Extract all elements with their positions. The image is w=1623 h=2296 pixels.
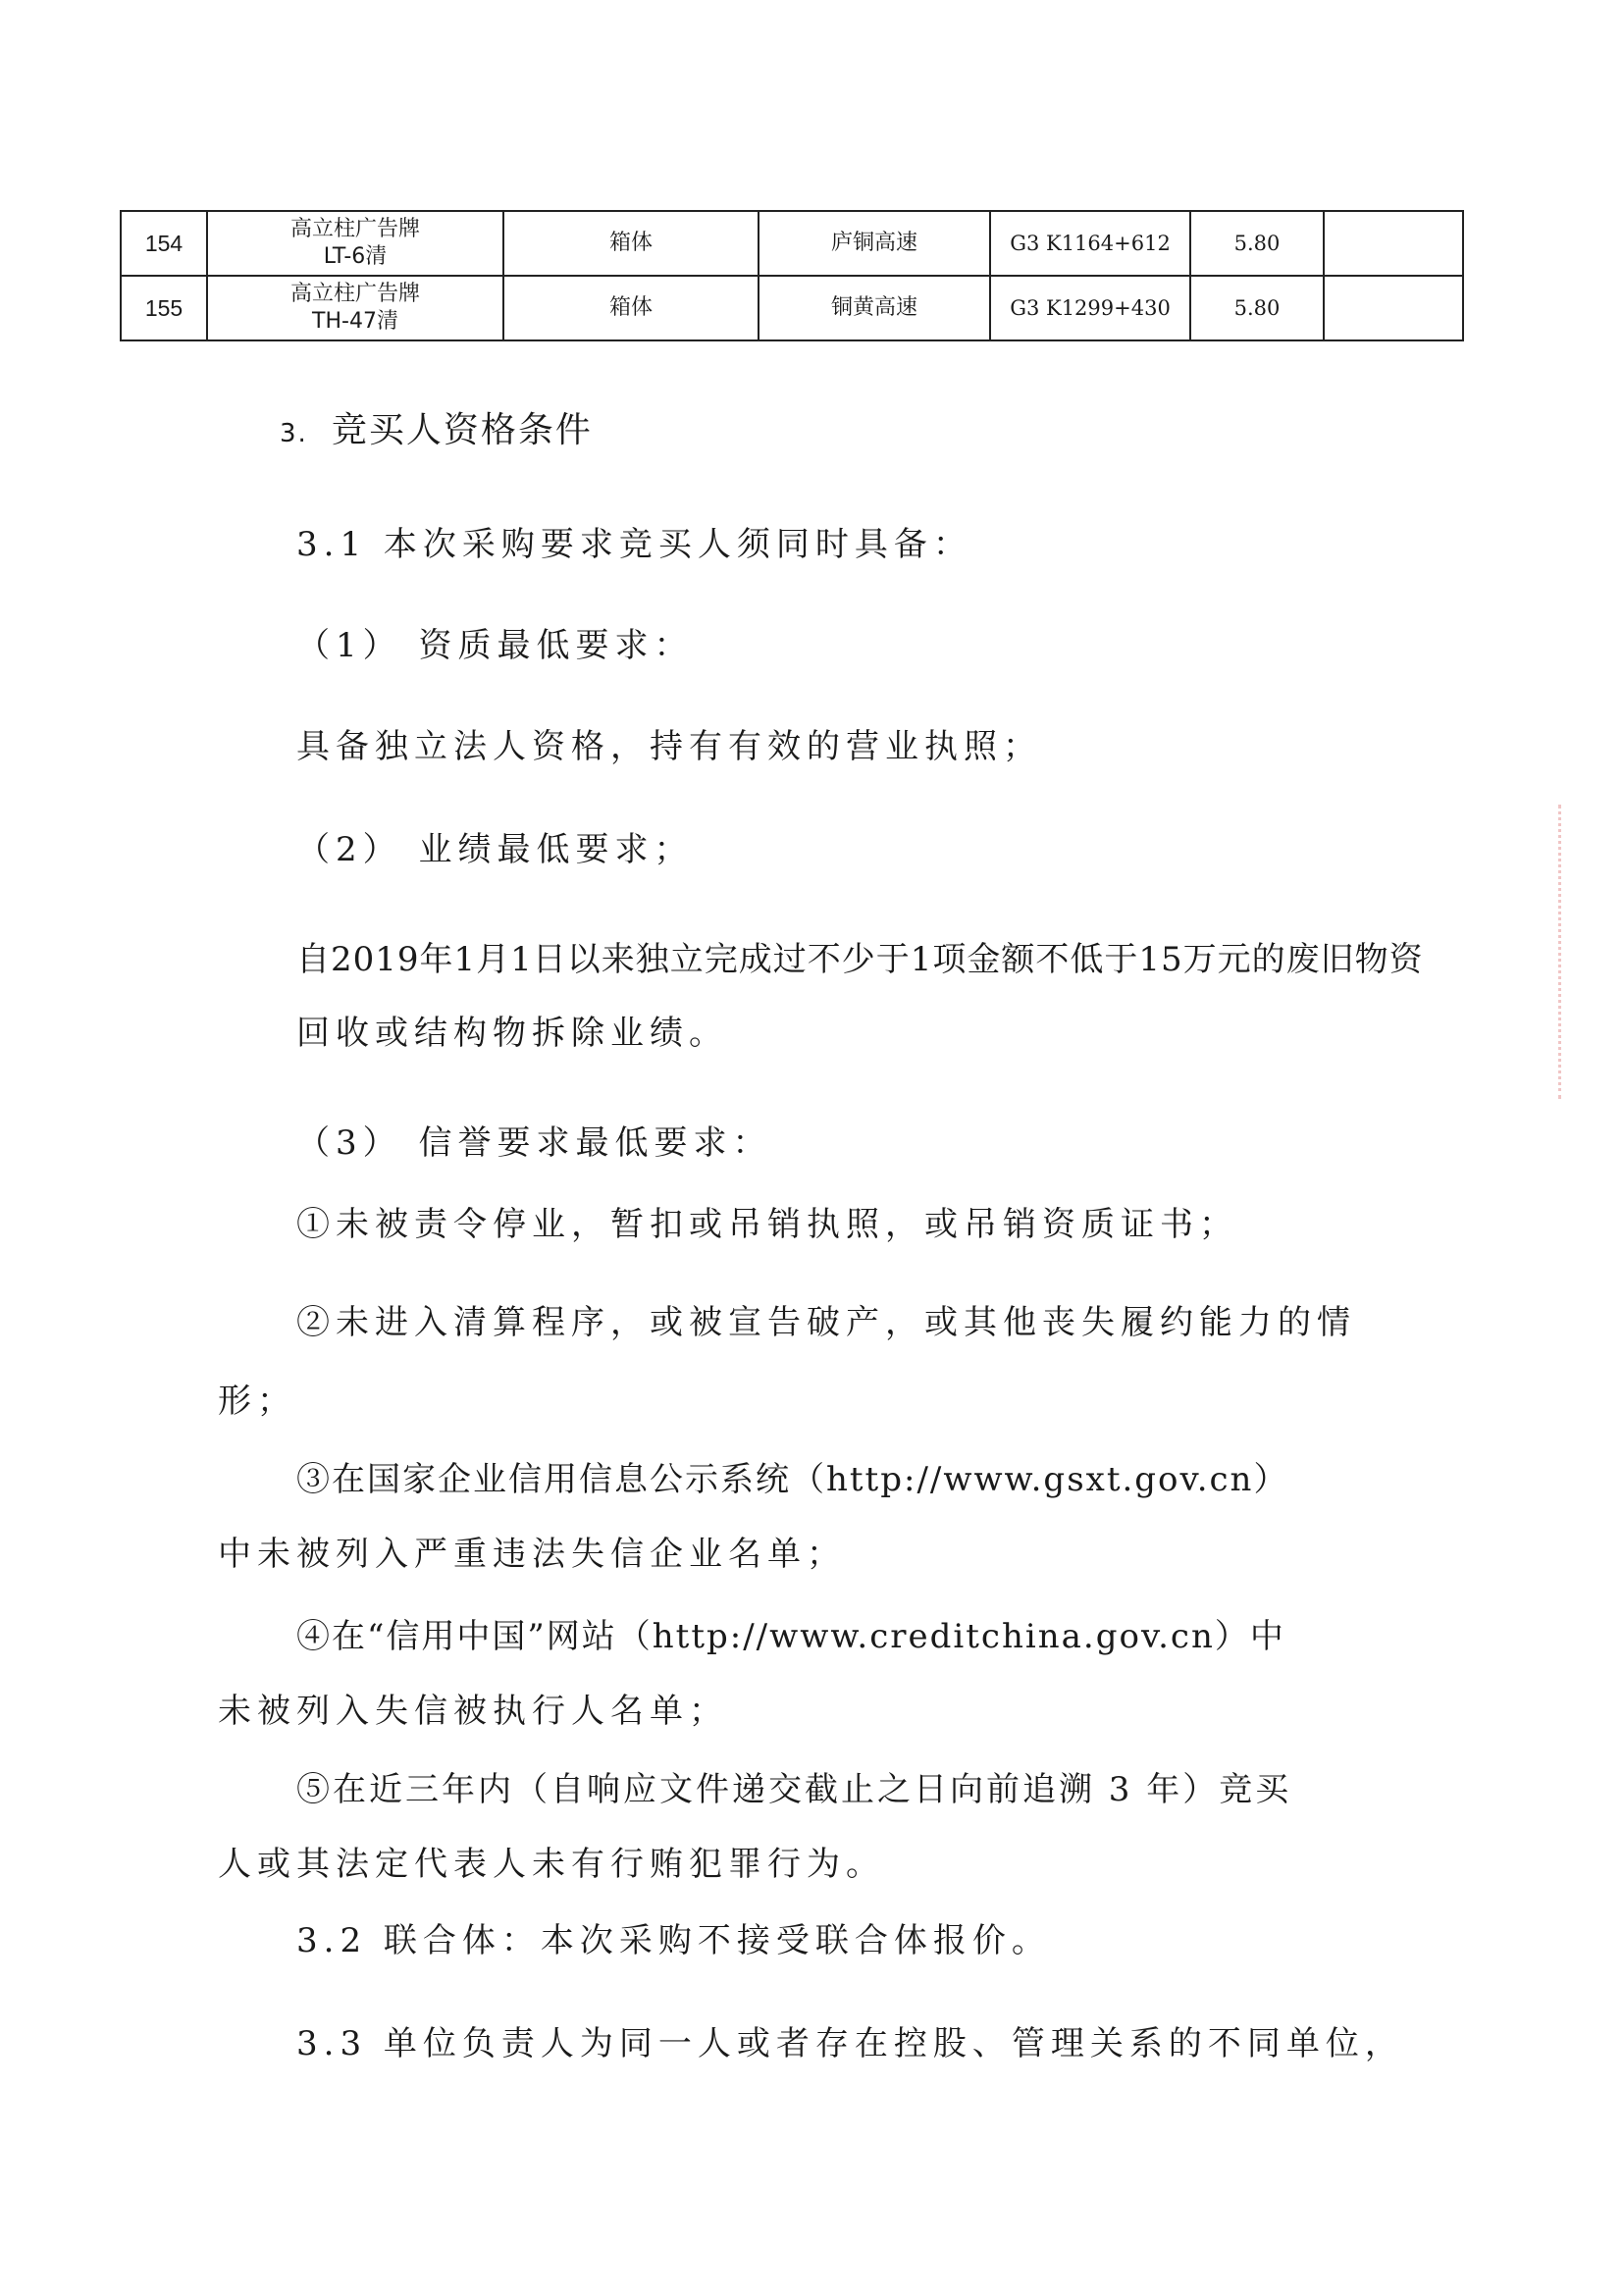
item-3-heading: （3） 信誉要求最低要求：: [296, 1123, 772, 1163]
row-number: 155: [121, 276, 207, 340]
asset-name-line1: 高立柱广告牌: [289, 217, 420, 241]
item-1-heading: （1） 资质最低要求：: [296, 626, 694, 665]
item-2-heading: （2） 业绩最低要求；: [296, 830, 694, 869]
item-3-point-2-line1: ②未进入清算程序，或被宣告破产，或其他丧失履约能力的情: [296, 1303, 1356, 1342]
asset-note: [1324, 211, 1463, 276]
item-2-text-line2: 回收或结构物拆除业绩。: [296, 1014, 728, 1053]
asset-note: [1324, 276, 1463, 340]
item-3-point-5-line2: 人或其法定代表人未有行贿犯罪行为。: [218, 1845, 885, 1884]
paragraph-3-2: 3.2 联合体：本次采购不接受联合体报价。: [296, 1921, 1051, 1960]
asset-value: 5.80: [1190, 211, 1324, 276]
section-title: 竞买人资格条件: [331, 410, 593, 450]
asset-table: [120, 210, 1464, 341]
asset-stake: G3 K1164+612: [990, 211, 1190, 276]
asset-road: 铜黄高速: [759, 276, 990, 340]
item-1-text: 具备独立法人资格，持有有效的营业执照；: [296, 727, 1042, 766]
item-3-point-2-line2: 形；: [218, 1382, 296, 1421]
row-number: 154: [121, 211, 207, 276]
section-heading: [280, 402, 593, 452]
asset-name-line2: LT-6清: [323, 244, 388, 269]
item-3-point-5-line1: ⑤在近三年内（自响应文件递交截止之日向前追溯 3 年）竞买: [296, 1770, 1292, 1809]
table-row: [121, 276, 1463, 340]
item-2-text-line1: 自2019年1月1日以来独立完成过不少于1项金额不低于15万元的废旧物资: [296, 940, 1424, 979]
paragraph-3-1: 3.1 本次采购要求竞买人须同时具备：: [296, 525, 972, 564]
asset-stake: G3 K1299+430: [990, 276, 1190, 340]
asset-road: 庐铜高速: [759, 211, 990, 276]
asset-name: [207, 211, 503, 276]
table-row: [121, 211, 1463, 276]
asset-type: 箱体: [503, 276, 759, 340]
asset-name-line2: TH-47清: [312, 309, 398, 334]
asset-value: 5.80: [1190, 276, 1324, 340]
item-3-point-4-line1: ④在“信用中国”网站（http://www.creditchina.gov.cn）中: [296, 1617, 1285, 1656]
seal-stamp-fragment: [1558, 805, 1623, 1099]
paragraph-3-3: 3.3 单位负责人为同一人或者存在控股、管理关系的不同单位，: [296, 2024, 1404, 2063]
asset-type: 箱体: [503, 211, 759, 276]
section-number: 3.: [280, 419, 308, 448]
item-3-point-3-line2: 中未被列入严重违法失信企业名单；: [218, 1535, 846, 1574]
asset-name-line1: 高立柱广告牌: [289, 282, 420, 306]
item-3-point-1: ①未被责令停业，暂扣或吊销执照，或吊销资质证书；: [296, 1205, 1238, 1244]
item-3-point-4-line2: 未被列入失信被执行人名单；: [218, 1692, 728, 1731]
asset-name: [207, 276, 503, 340]
item-3-point-3-line1: ③在国家企业信用信息公示系统（http://www.gsxt.gov.cn）: [296, 1460, 1289, 1499]
